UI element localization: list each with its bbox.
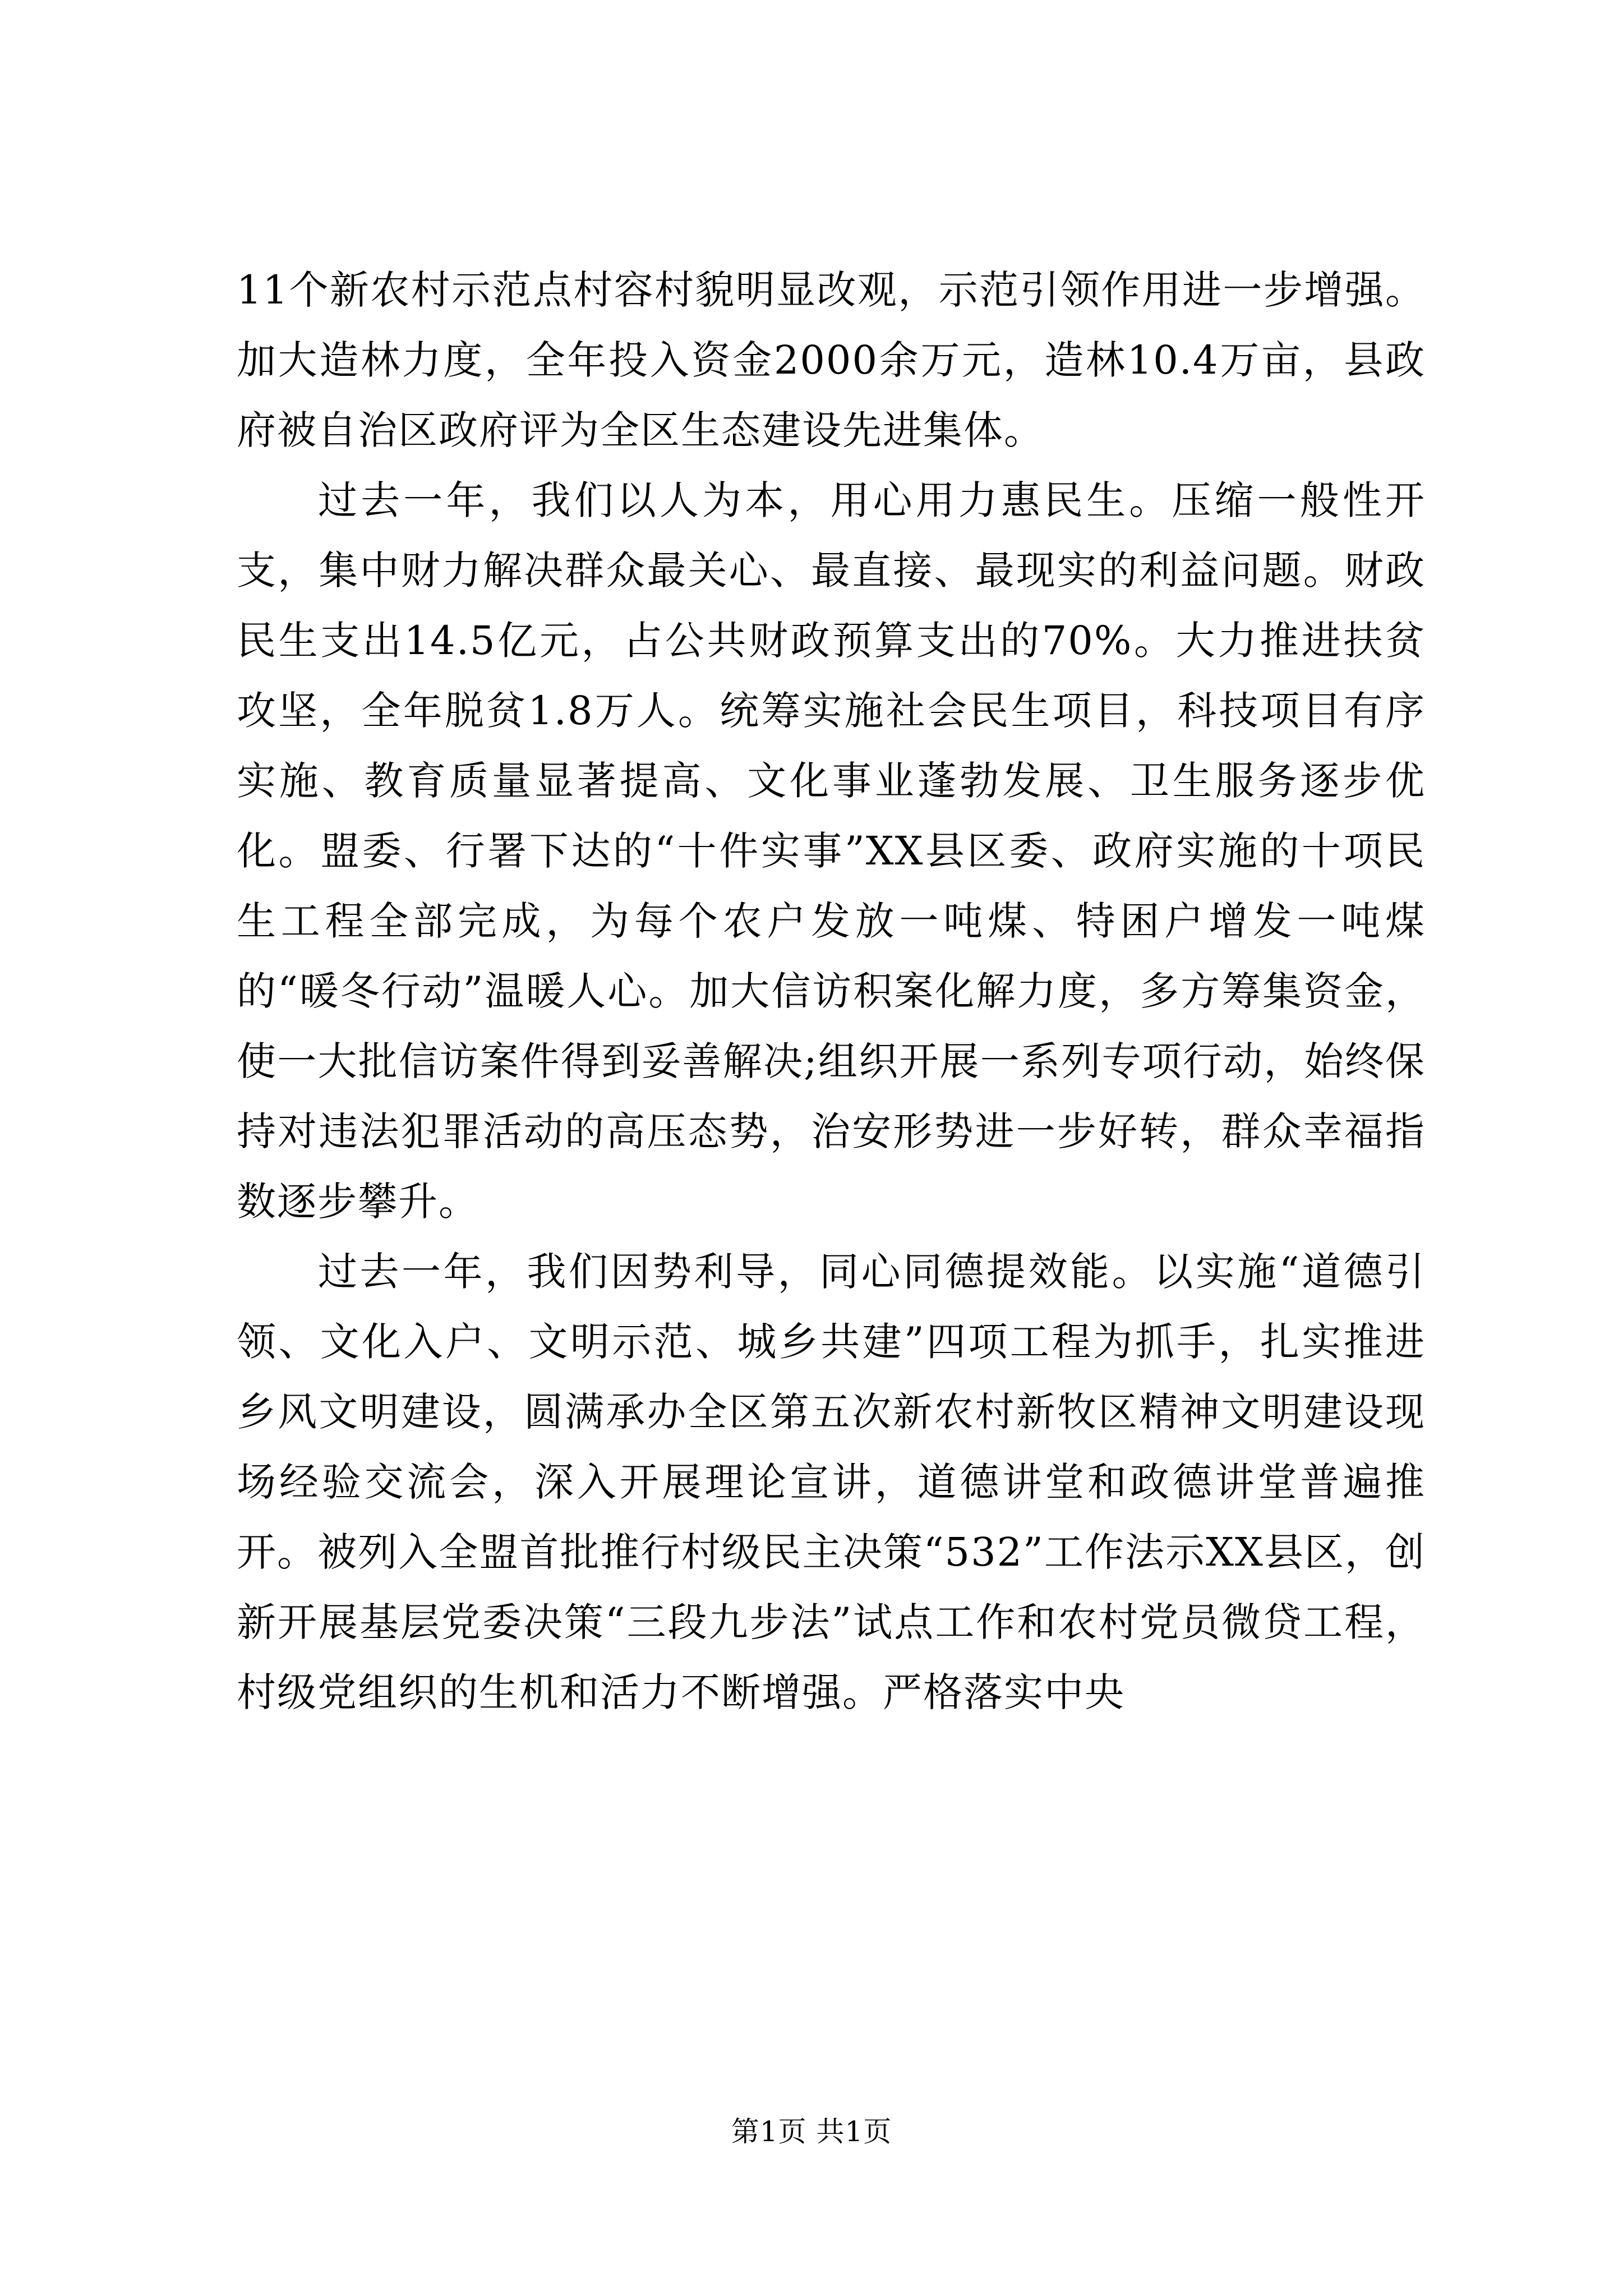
page-footer: 第1页 共1页 bbox=[731, 2115, 892, 2148]
document-body bbox=[237, 255, 1426, 1728]
paragraph-3: 过去一年，我们因势利导，同心同德提效能。以实施“道德引领、文化入户、文明示范、城乡共建”四项工程为抓手，扎实推进乡风文明建设，圆满承办全区第五次新农村新牧区精神文明建设现场经验交流会，深入开展理论宣讲，道德讲堂和政德讲堂普遍推开。被列入全盟首批推行村级民主决策“532”工作法示XX县区，创新开展基层党委决策“三段九步法”试点工作和农村党员微贷工程，村级党组织的生机和活力不断增强。严格落实中央 bbox=[237, 1249, 1426, 1715]
paragraph-2: 过去一年，我们以人为本，用心用力惠民生。压缩一般性开支，集中财力解决群众最关心、最直接、最现实的利益问题。财政民生支出14.5亿元，占公共财政预算支出的70%。大力推进扶贫攻坚，全年脱贫1.8万人。统筹实施社会民生项目，科技项目有序实施、教育质量显著提高、文化事业蓬勃发展、卫生服务逐步优化。盟委、行署下达的“十件实事”XX县区委、政府实施的十项民生工程全部完成，为每个农户发放一吨煤、特困户增发一吨煤的“暖冬行动”温暖人心。加大信访积案化解力度，多方筹集资金，使一大批信访案件得到妥善解决;组织开展一系列专项行动，始终保持对违法犯罪活动的高压态势，治安形势进一步好转，群众幸福指数逐步攀升。 bbox=[237, 477, 1426, 1225]
paragraph-1: 11个新农村示范点村容村貌明显改观，示范引领作用进一步增强。加大造林力度，全年投入资金2000余万元，造林10.4万亩，县政府被自治区政府评为全区生态建设先进集体。 bbox=[237, 267, 1426, 453]
